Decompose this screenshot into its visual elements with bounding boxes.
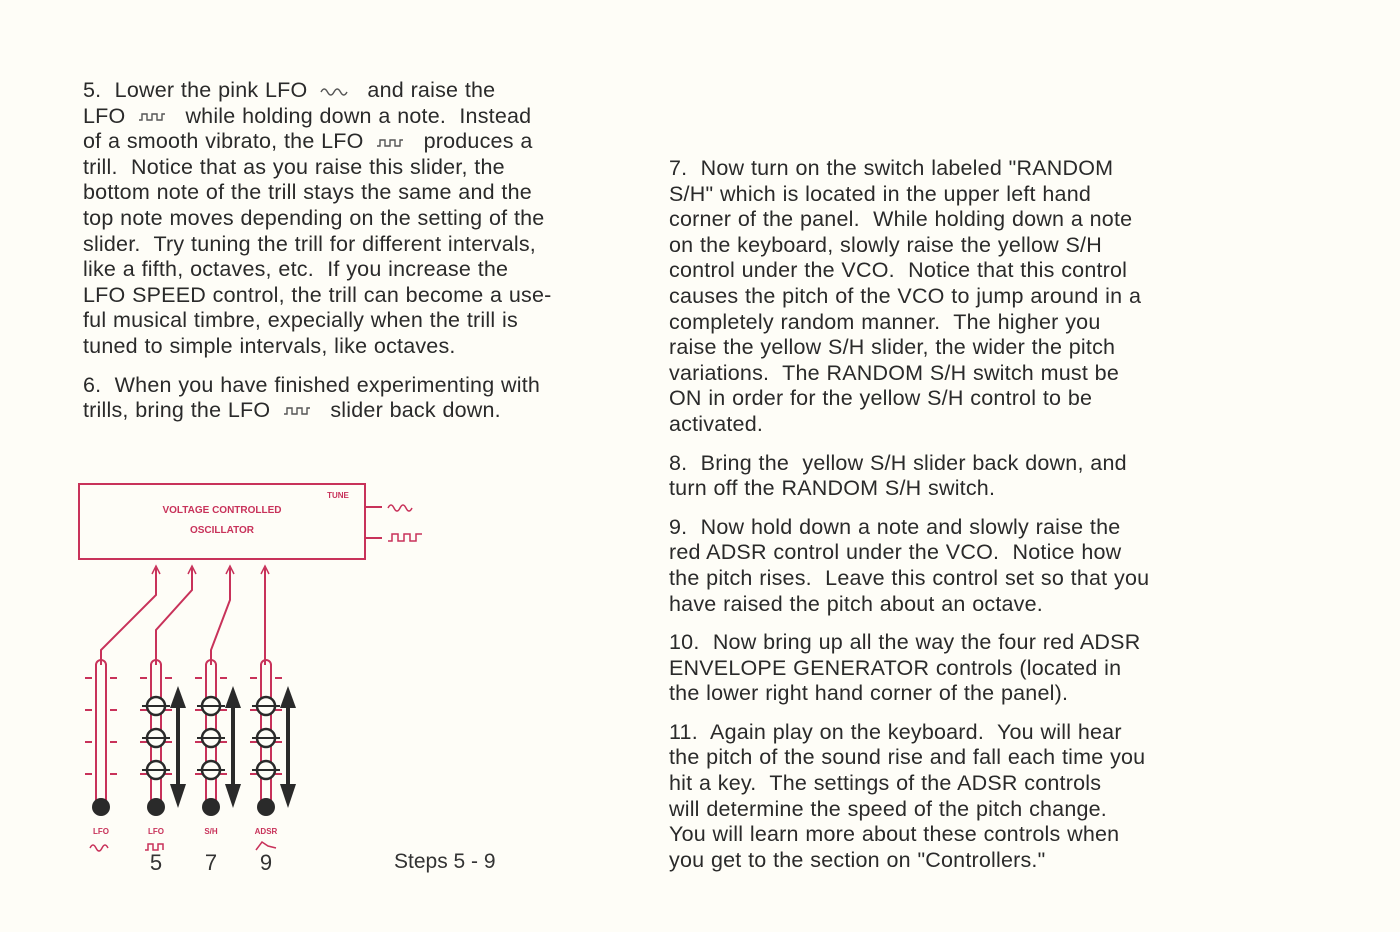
step-number-9: 9: [259, 850, 273, 875]
step-11-paragraph: [669, 720, 1209, 874]
connection-line-1: [101, 568, 156, 665]
text-line: [83, 283, 613, 309]
text-line: 10. Now bring up all the way the four red ADSR: [669, 630, 1141, 655]
square-wave-icon: [283, 405, 311, 417]
text-line: ENVELOPE GENERATOR controls (located in: [669, 655, 1122, 680]
text-run: slider back down.: [317, 398, 501, 423]
text-run: ful musical timbre, expecially when the trill is: [83, 308, 518, 333]
text-line: S/H" which is located in the upper left hand: [669, 181, 1092, 206]
up-arrow-head: [225, 686, 241, 708]
text-run: tuned to simple intervals, like octaves.: [83, 333, 456, 358]
up-arrow-head: [170, 686, 186, 708]
slider-label-2: LFO: [148, 827, 164, 836]
text-run: while holding down a note. Instead: [172, 103, 532, 128]
text-line: causes the pitch of the VCO to jump around in a: [669, 283, 1142, 308]
figure-caption: Steps 5 - 9: [394, 850, 496, 873]
up-arrow-head: [280, 686, 296, 708]
down-arrow-head: [225, 784, 241, 808]
sine-wave-icon: [90, 845, 108, 851]
text-line: [83, 129, 613, 155]
text-run: 6. When you have finished experimenting with: [83, 372, 541, 397]
vco-label-line1: VOLTAGE CONTROLLED: [162, 505, 282, 516]
text-line: [83, 104, 613, 130]
text-line: raise the yellow S/H slider, the wider the pitch: [669, 335, 1116, 360]
step-10-paragraph: [669, 630, 1209, 707]
text-run: produces a: [410, 129, 533, 154]
text-run: slider. Try tuning the trill for different intervals,: [83, 231, 536, 256]
text-line: 11. Again play on the keyboard. You will hear: [669, 719, 1122, 744]
text-line: [83, 155, 613, 181]
text-line: you get to the section on "Controllers.": [669, 847, 1046, 872]
text-line: variations. The RANDOM S/H switch must be: [669, 360, 1119, 385]
text-line: the pitch rises. Leave this control set so that you: [669, 565, 1150, 590]
text-line: [83, 257, 613, 283]
vco-box: [79, 484, 365, 559]
text-run: 5. Lower the pink LFO: [83, 78, 315, 102]
text-line: [83, 180, 613, 206]
slider-knob-3: [202, 798, 220, 816]
text-run: bottom note of the trill stays the same and the: [83, 180, 532, 205]
text-run: top note moves depending on the setting of the: [83, 205, 545, 230]
sine-output-icon: [388, 505, 412, 511]
step-9-paragraph: [669, 515, 1209, 617]
slider-label-1: LFO: [93, 827, 109, 836]
text-line: [83, 78, 613, 104]
text-line: [83, 308, 613, 334]
square-wave-icon: [138, 111, 166, 123]
text-line: [83, 334, 613, 360]
text-line: 8. Bring the yellow S/H slider back down, and: [669, 450, 1127, 475]
connection-lines: [101, 566, 269, 665]
text-line: ON in order for the yellow S/H control to be: [669, 386, 1093, 411]
text-line: [83, 206, 613, 232]
text-line: 7. Now turn on the switch labeled "RANDOM: [669, 156, 1114, 180]
text-line: [83, 373, 613, 399]
left-column: [83, 78, 613, 437]
text-line: 9. Now hold down a note and slowly raise the: [669, 514, 1121, 539]
text-line: turn off the RANDOM S/H switch.: [669, 476, 996, 501]
connection-line-2: [156, 568, 192, 665]
step-7-paragraph: [669, 156, 1209, 438]
text-run: trill. Notice that as you raise this slider, the: [83, 154, 505, 179]
text-run: and raise the: [354, 78, 496, 102]
text-run: trills, bring the LFO: [83, 398, 277, 423]
envelope-icon: [256, 842, 276, 850]
slider-slot-1: [96, 660, 106, 805]
text-run: of a smooth vibrato, the LFO: [83, 129, 371, 154]
slider-group: [85, 660, 296, 816]
text-run: LFO SPEED control, the trill can become a use-: [83, 282, 552, 307]
text-line: on the keyboard, slowly raise the yellow S/H: [669, 232, 1102, 257]
step-6-paragraph: [83, 373, 613, 424]
slider-label-3: S/H: [204, 827, 218, 836]
slider-knob-2: [147, 798, 165, 816]
vco-label-line2: OSCILLATOR: [189, 525, 255, 536]
right-column: [669, 156, 1209, 886]
text-line: [83, 398, 613, 424]
slider-knob-1: [92, 798, 110, 816]
text-line: [83, 232, 613, 258]
text-line: have raised the pitch about an octave.: [669, 591, 1043, 616]
step-number-5: 5: [149, 850, 163, 875]
slider-label-4: ADSR: [254, 827, 278, 836]
text-line: hit a key. The settings of the ADSR controls: [669, 771, 1102, 796]
slider-labels: [90, 827, 278, 875]
text-line: control under the VCO. Notice that this control: [669, 258, 1128, 283]
text-run: LFO: [83, 103, 133, 128]
text-line: will determine the speed of the pitch change.: [669, 796, 1107, 821]
text-line: the lower right hand corner of the panel).: [669, 681, 1069, 706]
text-run: like a fifth, octaves, etc. If you increase the: [83, 257, 509, 282]
sine-wave-icon: [320, 85, 348, 97]
text-line: completely random manner. The higher you: [669, 309, 1101, 334]
text-line: You will learn more about these controls when: [669, 822, 1120, 847]
text-line: corner of the panel. While holding down a note: [669, 207, 1133, 232]
square-wave-icon: [376, 137, 404, 149]
text-line: the pitch of the sound rise and fall each time you: [669, 745, 1146, 770]
step-8-paragraph: [669, 451, 1209, 502]
text-line: activated.: [669, 411, 764, 436]
step-5-paragraph: [83, 78, 613, 360]
down-arrow-head: [170, 784, 186, 808]
text-line: red ADSR control under the VCO. Notice how: [669, 540, 1122, 565]
vco-slider-diagram: [70, 470, 450, 890]
connection-line-3: [211, 568, 230, 665]
square-output-icon: [388, 534, 422, 541]
tune-label: TUNE: [327, 491, 349, 500]
slider-knob-4: [257, 798, 275, 816]
down-arrow-head: [280, 784, 296, 808]
step-number-7: 7: [204, 850, 218, 875]
